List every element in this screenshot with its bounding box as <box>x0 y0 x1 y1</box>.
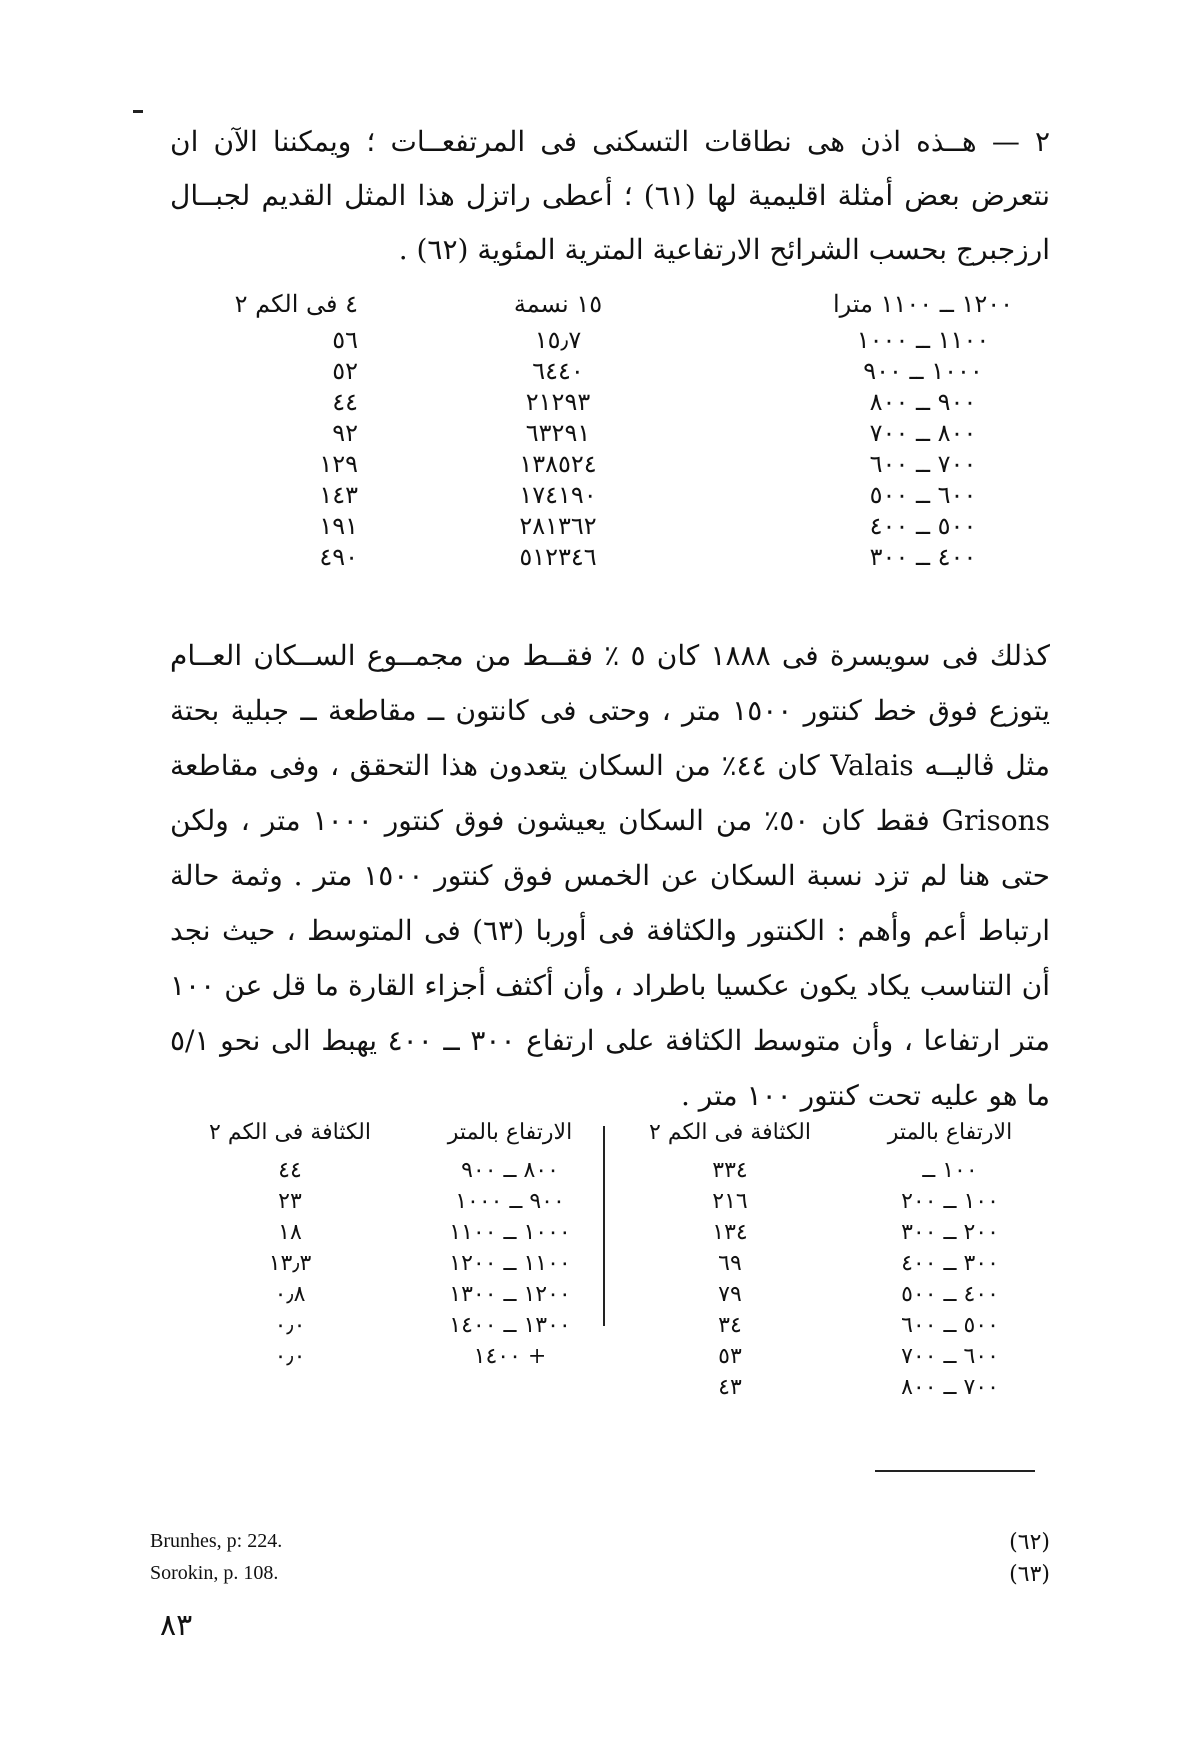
table-row <box>610 1220 1050 1251</box>
footnote-text: Brunhes, p: 224. <box>150 1530 283 1552</box>
table-cell: ١٢٠٠ ــ ١٣٠٠ <box>449 1282 571 1307</box>
table-cell: ١٢٩ <box>319 450 358 478</box>
table-cell: ٤٤ <box>332 388 358 416</box>
table-cell: ١١٠٠ ــ ١٠٠٠ <box>856 326 990 354</box>
footnote-text: Sorokin, p. 108. <box>150 1562 279 1584</box>
table-cell: ١٠٠٠ ــ ١١٠٠ <box>449 1220 571 1245</box>
table-cell: ٤٩٠ <box>319 543 358 571</box>
table-cell: + ١٤٠٠ <box>473 1344 547 1369</box>
column-header: الكثافة فى الكم ٢ <box>209 1120 371 1145</box>
table-cell: ٧٠٠ ــ ٨٠٠ <box>901 1375 999 1400</box>
table-row <box>610 1251 1050 1282</box>
table-cell: ٦٤٤٠ <box>532 357 584 385</box>
table-cell: ٣٣٤ <box>712 1158 748 1183</box>
table-cell: ٠٫٨ <box>274 1282 306 1307</box>
table-cell: ٨٠٠ ــ ٩٠٠ <box>461 1158 559 1183</box>
table-cell: ١٠٠ ــ ٢٠٠ <box>901 1189 999 1214</box>
table-cell: ٢١٢٩٣ <box>525 388 591 416</box>
table-row <box>610 1189 1050 1220</box>
table-row <box>178 419 1038 450</box>
table-cell: ٢٠٠ ــ ٣٠٠ <box>901 1220 999 1245</box>
table-cell: ٦٩ <box>718 1251 742 1276</box>
altitude-population-table <box>178 290 1038 574</box>
body-text: كذلك فى سويسرة فى ١٨٨٨ كان ٥ ٪ فقــط من مجمــوع الســكان العــام يتوزع فوق خط كنتور ١٥٠٠ متر ، وحتى فى كانتون ــ مقاطعة ــ جبلية بحتة مثل ڤاليــه Valais كان ٤٤٪ من السكان يتعدون هذا التحقق ، وفى مقاطعة Grisons فقط كان ٥٠٪ من السكان يعيشون فوق كنتور ١٠٠٠ متر ، ولكن حتى هنا لم تزد نسبة السكان عن الخمس فوق كنتور ١٥٠٠ متر . وثمة حالة ارتباط أعم وأهم : الكنتور والكثافة فى أوربا (٦٣) فى المتوسط ، حيث نجد أن التناسب يكاد يكون عكسيا باطراد ، وأن أكثف أجزاء القارة ما قل عن ١٠٠ متر ارتفاعا ، وأن متوسط الكثافة على ارتفاع ٣٠٠ ــ ٤٠٠ يهبط الى نحو ٥/١ ما هو عليه تحت كنتور ١٠٠ متر . <box>170 639 1050 1112</box>
table-row <box>170 1313 610 1344</box>
table-right-half <box>610 1120 1050 1440</box>
table-row <box>178 512 1038 543</box>
table-cell: ٧٩ <box>718 1282 742 1307</box>
table-cell: ٠٫٠ <box>274 1313 306 1338</box>
column-header: الارتفاع بالمتر <box>447 1120 573 1145</box>
table-cell: ١١٠٠ ــ ١٢٠٠ <box>449 1251 571 1276</box>
table-cell: ١٠٠٠ ــ ٩٠٠ <box>863 357 983 385</box>
table-header-row <box>610 1120 1050 1158</box>
table-cell: ١٣٤ <box>712 1220 748 1245</box>
table-cell: ٤٣ <box>718 1375 742 1400</box>
footnote <box>150 1530 1050 1560</box>
intro-paragraph <box>170 115 1050 277</box>
column-header: الكثافة فى الكم ٢ <box>649 1120 811 1145</box>
footnote <box>150 1562 1050 1592</box>
table-row <box>170 1251 610 1282</box>
column-header: الارتفاع بالمتر <box>887 1120 1013 1145</box>
table-cell: ٥٢ <box>332 357 358 385</box>
footnote-number: (٦٣) <box>1009 1562 1050 1587</box>
footnote-number: (٦٢) <box>1009 1530 1050 1555</box>
table-cell: ٤٠٠ ــ ٣٠٠ <box>869 543 977 571</box>
table-row <box>178 450 1038 481</box>
page-number: ٨٣ <box>160 1608 193 1643</box>
table-cell: ٠٫٠ <box>274 1344 306 1369</box>
table-cell: ٦٠٠ ــ ٧٠٠ <box>901 1344 999 1369</box>
table-cell: ٢٨١٣٦٢ <box>519 512 597 540</box>
table-row <box>170 1158 610 1189</box>
table-row <box>178 481 1038 512</box>
table-cell: ٣٤ <box>718 1313 742 1338</box>
table-row <box>170 1282 610 1313</box>
table-row <box>610 1158 1050 1189</box>
table-row <box>610 1313 1050 1344</box>
table-header-row <box>178 290 1038 326</box>
footnote-separator <box>875 1470 1035 1472</box>
table-row <box>610 1375 1050 1406</box>
table-header-row <box>170 1120 610 1158</box>
margin-mark <box>133 110 143 113</box>
table-row <box>178 326 1038 357</box>
table-cell: ١٧٤١٩٠ <box>519 481 597 509</box>
table-row <box>610 1344 1050 1375</box>
table-row <box>178 543 1038 574</box>
table-cell: ٥٦ <box>332 326 358 354</box>
table-row <box>178 357 1038 388</box>
intro-text: ٢ — هــذه اذن هى نطاقات التسكنى فى المرتفعــات ؛ ويمكننا الآن ان نتعرض بعض أمثلة اقليمية لها (٦١) ؛ أعطى راتزل هذا المثل القديم لجبــال ارزجبرج بحسب الشرائح الارتفاعية المترية المئوية (٦٢) . <box>170 125 1051 266</box>
table-cell: ١٤٣ <box>319 481 358 509</box>
table-cell: ١٨ <box>278 1220 302 1245</box>
table-cell: ١٥٫٧ <box>534 326 582 354</box>
table-cell: ٧٠٠ ــ ٦٠٠ <box>869 450 977 478</box>
table-cell: ١٩١ <box>319 512 358 540</box>
table-row <box>170 1344 610 1375</box>
table-row <box>178 388 1038 419</box>
table-row <box>610 1282 1050 1313</box>
table-cell: ٥٠٠ ــ ٤٠٠ <box>869 512 977 540</box>
table-row <box>170 1220 610 1251</box>
body-paragraph <box>170 628 1050 1123</box>
table-cell: ٨٠٠ ــ ٧٠٠ <box>869 419 977 447</box>
table-cell: ٥٠٠ ــ ٦٠٠ <box>901 1313 999 1338</box>
table-cell: ٦٠٠ ــ ٥٠٠ <box>869 481 977 509</box>
table-cell: ٥١٢٣٤٦ <box>519 543 597 571</box>
table-cell: ٢٣ <box>278 1189 302 1214</box>
table-cell: ١٠٠ ــ <box>922 1158 978 1183</box>
column-header: ١٥ نسمة <box>513 290 603 318</box>
table-row <box>170 1189 610 1220</box>
altitude-density-table <box>170 1120 1050 1440</box>
table-cell: ٩٢ <box>332 419 358 447</box>
table-cell: ٩٠٠ ــ ٨٠٠ <box>869 388 977 416</box>
table-cell: ٣٠٠ ــ ٤٠٠ <box>901 1251 999 1276</box>
table-cell: ٤٤ <box>278 1158 302 1183</box>
table-cell: ١٣٨٥٢٤ <box>519 450 597 478</box>
table-cell: ٥٣ <box>718 1344 742 1369</box>
table-left-half <box>170 1120 610 1440</box>
column-header: ٤ فى الكم ٢ <box>234 290 358 318</box>
table-cell: ٤٠٠ ــ ٥٠٠ <box>901 1282 999 1307</box>
table-cell: ٦٣٢٩١ <box>525 419 591 447</box>
column-header: ١٢٠٠ ــ ١١٠٠ مترا <box>832 290 1014 318</box>
table-cell: ١٣٠٠ ــ ١٤٠٠ <box>449 1313 571 1338</box>
table-cell: ١٣٫٣ <box>268 1251 312 1276</box>
table-cell: ٢١٦ <box>712 1189 748 1214</box>
table-cell: ٩٠٠ ــ ١٠٠٠ <box>455 1189 565 1214</box>
